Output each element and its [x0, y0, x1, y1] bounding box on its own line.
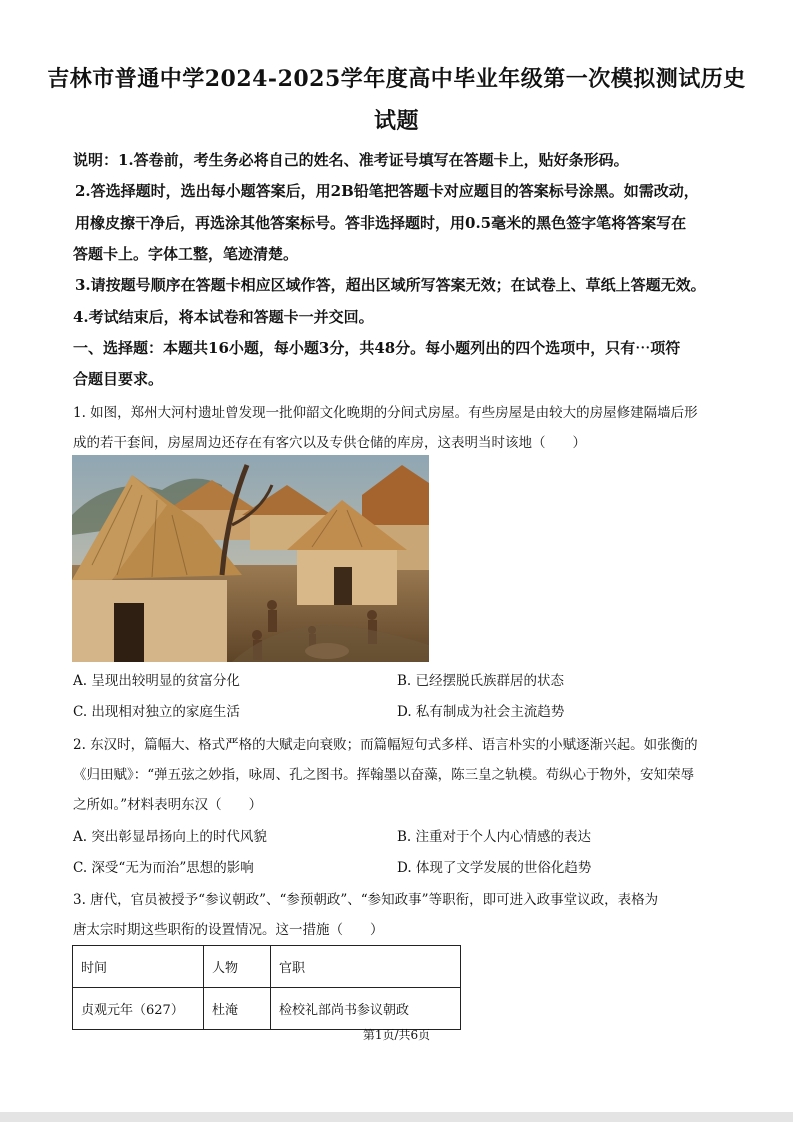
- instruction-3: 3.请按题号顺序在答题卡相应区域作答，超出区域所写答案无效；在试卷上、草纸上答题无效。: [75, 276, 706, 294]
- q1-option-d: D. 私有制成为社会主流趋势: [397, 704, 565, 720]
- q2-option-a: A. 突出彰显昂扬向上的时代风貌: [73, 829, 267, 845]
- table-header-row: [73, 946, 461, 988]
- table-cell-office: 检校礼部尚书参议朝政: [271, 988, 461, 1030]
- exam-title-line2: 试题: [373, 108, 419, 134]
- table-row: [73, 988, 461, 1030]
- q3-stem-line1: 3. 唐代，官员被授予“参议朝政”、“参预朝政”、“参知政事”等职衔，即可进入政事堂议政，表格为: [73, 892, 659, 908]
- q1-option-b: B. 已经摆脱氏族群居的状态: [397, 673, 565, 689]
- table-header-time: 时间: [73, 946, 204, 988]
- q1-stem-line1: 1. 如图，郑州大河村遗址曾发现一批仰韶文化晚期的分间式房屋。有些房屋是由较大的房屋修建隔墙后形: [73, 405, 698, 421]
- q1-option-c: C. 出现相对独立的家庭生活: [73, 704, 240, 720]
- table-cell-person: 杜淹: [204, 988, 271, 1030]
- q2-option-b: B. 注重对于个人内心情感的表达: [397, 829, 592, 845]
- exam-title-line1: 吉林市普通中学2024-2025学年度高中毕业年级第一次模拟测试历史: [47, 66, 746, 92]
- instruction-2-end: 答题卡上。字体工整，笔迹清楚。: [73, 245, 299, 263]
- q3-table: [72, 945, 461, 1030]
- q3-stem-line2: 唐太宗时期这些职衔的设置情况。这一措施（ ）: [73, 922, 384, 938]
- page-number: 第1页/共6页: [362, 1028, 431, 1042]
- section-heading-cont: 合题目要求。: [73, 370, 164, 388]
- instruction-1: 说明：1.答卷前，考生务必将自己的姓名、准考证号填写在答题卡上，贴好条形码。: [73, 151, 629, 169]
- q2-stem-line2: 《归田赋》：“弹五弦之妙指，咏周、孔之图书。挥翰墨以奋藻，陈三皇之轨模。苟纵心于物外，安知荣辱: [73, 767, 695, 783]
- q2-stem-line1: 2. 东汉时，篇幅大、格式严格的大赋走向衰败；而篇幅短句式多样、语言朴实的小赋逐渐兴起。如张衡的: [73, 737, 698, 753]
- q1-option-a: A. 呈现出较明显的贫富分化: [73, 673, 240, 689]
- instruction-2: 2.答选择题时，选出每小题答案后，用2B铅笔把答题卡对应题目的答案标号涂黑。如需改动，: [75, 182, 699, 200]
- q2-stem-line3: 之所如。”材料表明东汉（ ）: [73, 797, 263, 813]
- section-heading: 一、选择题：本题共16小题，每小题3分，共48分。每小题列出的四个选项中，只有⋯项符: [73, 339, 681, 357]
- q2-option-c: C. 深受“无为而治”思想的影响: [73, 860, 254, 876]
- q1-stem-line2: 成的若干套间，房屋周边还存在有客穴以及专供仓储的库房，这表明当时该地（ ）: [73, 435, 586, 451]
- table-cell-time: 贞观元年（627）: [73, 988, 204, 1030]
- q1-village-illustration: [72, 455, 429, 662]
- table-header-office: 官职: [271, 946, 461, 988]
- instruction-4: 4.考试结束后，将本试卷和答题卡一并交回。: [73, 308, 374, 326]
- q2-option-d: D. 体现了文学发展的世俗化趋势: [397, 860, 592, 876]
- bottom-divider: [0, 1112, 793, 1122]
- table-header-person: 人物: [204, 946, 271, 988]
- instruction-2-cont: 用橡皮擦干净后，再选涂其他答案标号。答非选择题时，用0.5毫米的黑色签字笔将答案写在: [75, 214, 687, 232]
